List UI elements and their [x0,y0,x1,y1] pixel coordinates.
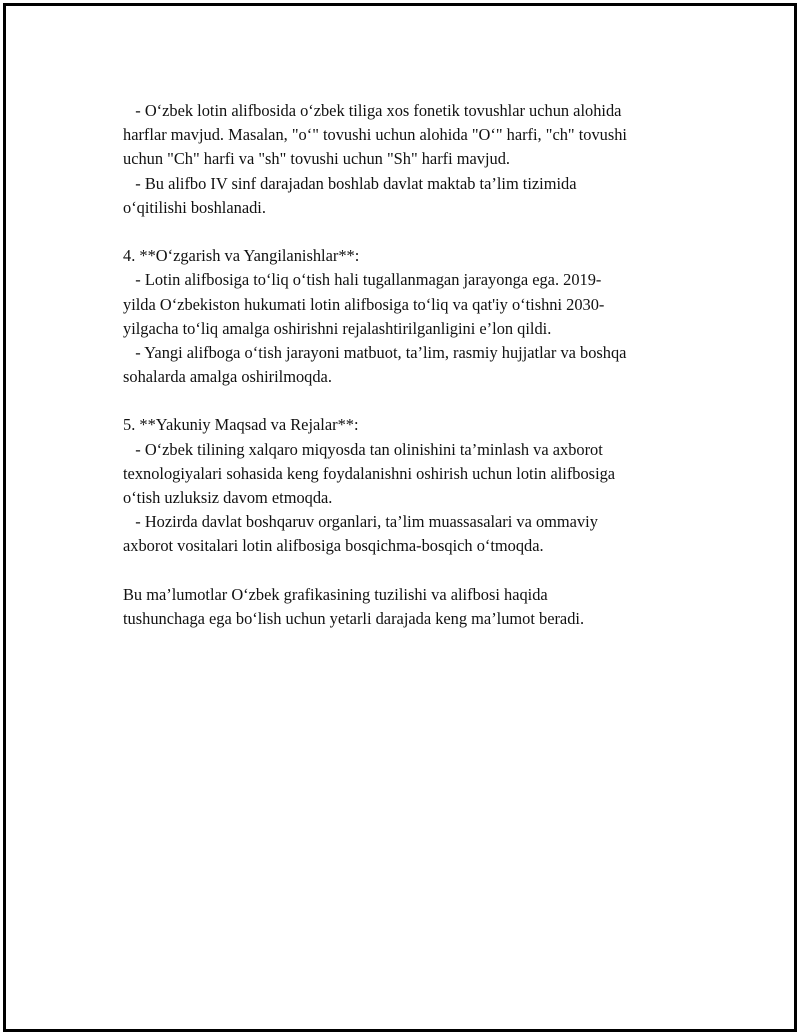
text-line: sohalarda amalga oshirilmoqda. [123,367,332,387]
text-line: harflar mavjud. Masalan, "o‘" tovushi uchun alohida "O‘" harfi, "ch" tovushi [123,125,627,145]
section-changes-updates [123,244,683,389]
text-line: - Lotin alifbosiga to‘liq o‘tish hali tugallanmagan jarayonga ega. 2019- [123,270,602,290]
paragraph-spacer [123,389,683,413]
text-line: tushunchaga ega bo‘lish uchun yetarli darajada keng ma’lumot beradi. [123,608,585,628]
paragraph-alphabet-letters [123,99,683,220]
paragraph-spacer [123,220,683,244]
text-line: Bu ma’lumotlar O‘zbek grafikasining tuzilishi va alifbosi haqida [123,584,548,604]
page-frame [3,3,797,1032]
text-line: o‘qitilishi boshlanadi. [123,197,266,217]
section-final-goals [123,413,683,558]
paragraph-spacer [123,559,683,583]
text-line: axborot vositalari lotin alifbosiga bosqichma-bosqich o‘tmoqda. [123,536,544,556]
document-body [123,99,683,631]
text-line: - O‘zbek tilining xalqaro miqyosda tan olinishini ta’minlash va axborot [123,439,603,459]
text-line: - O‘zbek lotin alifbosida o‘zbek tiliga xos fonetik tovushlar uchun alohida [123,101,622,120]
text-line: - Hozirda davlat boshqaruv organlari, ta’lim muassasalari va ommaviy [123,512,598,532]
text-line: - Yangi alifboga o‘tish jarayoni matbuot, ta’lim, rasmiy hujjatlar va boshqa [123,342,627,362]
section-heading: 5. **Yakuniy Maqsad va Rejalar**: [123,415,359,435]
text-line: yilgacha to‘liq amalga oshirishni rejalashtirilganligini e’lon qildi. [123,318,552,338]
text-line: o‘tish uzluksiz davom etmoqda. [123,488,333,507]
text-line: texnologiyalari sohasida keng foydalanishni oshirish uchun lotin alifbosiga [123,463,616,483]
section-heading: 4. **O‘zgarish va Yangilanishlar**: [123,246,360,266]
text-line: - Bu alifbo IV sinf darajadan boshlab davlat maktab ta’lim tizimida [123,173,577,193]
text-line: uchun "Ch" harfi va "sh" tovushi uchun "Sh" harfi mavjud. [123,149,511,169]
text-line: yilda O‘zbekiston hukumati lotin alifbosiga to‘liq va qat'iy o‘tishni 2030- [123,294,605,314]
paragraph-conclusion [123,583,683,631]
